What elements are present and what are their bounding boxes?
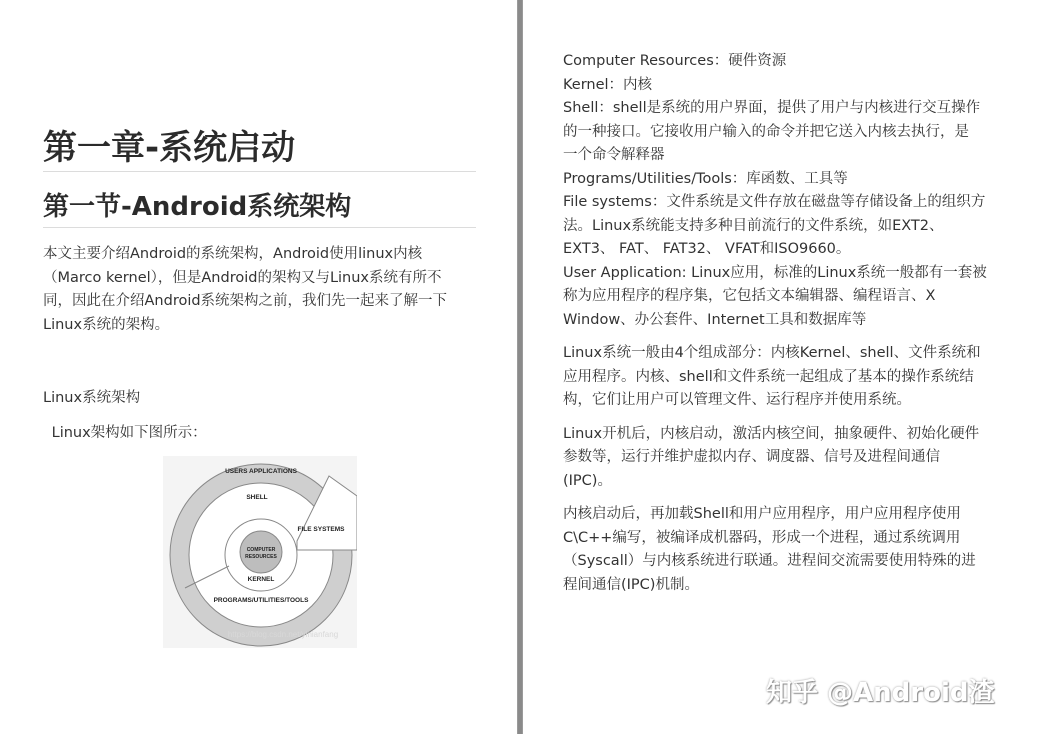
label-kernel: KERNEL xyxy=(247,576,275,583)
text-line: 的一种接口。它接收用户输入的命令并把它送入内核去执行，是 xyxy=(563,123,969,140)
text-line: C\C++编写，被编译成机器码，形成一个进程，通过系统调用 xyxy=(563,529,961,546)
text-line: 内核启动后，再加载Shell和用户应用程序，用户应用程序使用 xyxy=(563,506,961,522)
intro-line: （Marco kernel），但是Android的架构又与Linux系统有所不 xyxy=(43,269,442,286)
text-line: 程间通信(IPC)机制。 xyxy=(563,576,699,593)
intro-line: 本文主要介绍Android的系统架构，Android使用linux内核 xyxy=(43,246,423,262)
chapter-title: 第一章-系统启动 xyxy=(43,128,296,168)
title-divider xyxy=(43,171,476,172)
text-line: Computer Resources：硬件资源 xyxy=(563,53,787,69)
paragraph-components xyxy=(563,342,1003,413)
text-line: (IPC)。 xyxy=(563,472,612,489)
text-line: 参数等，运行并维护虚拟内存、调度器、信号及进程间通信 xyxy=(563,449,940,465)
text-line: 应用程序。内核、shell和文件系统一起组成了基本的操作系统结 xyxy=(563,368,974,385)
text-line: 构，它们让用户可以管理文件、运行程序并使用系统。 xyxy=(563,392,911,408)
text-line: 一个命令解释器 xyxy=(563,147,665,163)
paragraph-definitions xyxy=(563,50,1003,332)
intro-line: 同，因此在介绍Android系统架构之前，我们先一起来了解一下 xyxy=(43,293,448,309)
text-line: Linux开机后，内核启动，激活内核空间，抽象硬件、初始化硬件 xyxy=(563,425,980,442)
text-line: EXT3、 FAT、 FAT32、 VFAT和ISO9660。 xyxy=(563,241,851,257)
image-watermark: https://blog.csdn.net/yinianfang xyxy=(227,630,339,639)
label-resources: RESOURCES xyxy=(245,554,277,560)
text-line: Linux系统一般由4个组成部分：内核Kernel、shell、文件系统和 xyxy=(563,345,981,361)
label-programs: PROGRAMS/UTILITIES/TOOLS xyxy=(213,597,309,604)
text-line: User Application: Linux应用，标准的Linux系统一般都有一套被 xyxy=(563,264,987,281)
label-shell: SHELL xyxy=(246,494,268,501)
text-line: Shell：shell是系统的用户界面，提供了用户与内核进行交互操作 xyxy=(563,100,981,116)
text-line: 法。Linux系统能支持多种目前流行的文件系统，如EXT2、 xyxy=(563,217,944,234)
linux-architecture-diagram xyxy=(163,456,357,648)
figure-caption: Linux架构如下图所示： xyxy=(47,425,207,441)
intro-line: Linux系统的架构。 xyxy=(43,316,170,333)
text-line: （Syscall）与内核系统进行联通。进程间交流需要使用特殊的进 xyxy=(563,553,976,569)
text-line: 称为应用程序的程序集，它包括文本编辑器、编程语言、X xyxy=(563,288,936,304)
text-line: Programs/Utilities/Tools：库函数、工具等 xyxy=(563,170,848,187)
intro-paragraph xyxy=(43,243,473,337)
section-title: 第一节-Android系统架构 xyxy=(43,192,352,222)
label-file-systems: FILE SYSTEMS xyxy=(297,526,345,533)
section-divider xyxy=(43,227,476,228)
text-line: File systems：文件系统是文件存放在磁盘等存储设备上的组织方 xyxy=(563,194,986,210)
text-line: Kernel：内核 xyxy=(563,76,653,93)
right-page-text xyxy=(563,50,1003,597)
zhihu-watermark: 知乎 @Android渣 xyxy=(766,678,995,708)
label-users-applications: USERS APPLICATIONS xyxy=(225,468,297,475)
text-line: Window、办公套件、Internet工具和数据库等 xyxy=(563,311,867,328)
paragraph-shell-load xyxy=(563,503,1003,597)
label-computer: COMPUTER xyxy=(246,547,276,553)
linux-architecture-heading: Linux系统架构 xyxy=(43,390,141,406)
left-page xyxy=(0,0,518,734)
paragraph-boot xyxy=(563,423,1003,494)
